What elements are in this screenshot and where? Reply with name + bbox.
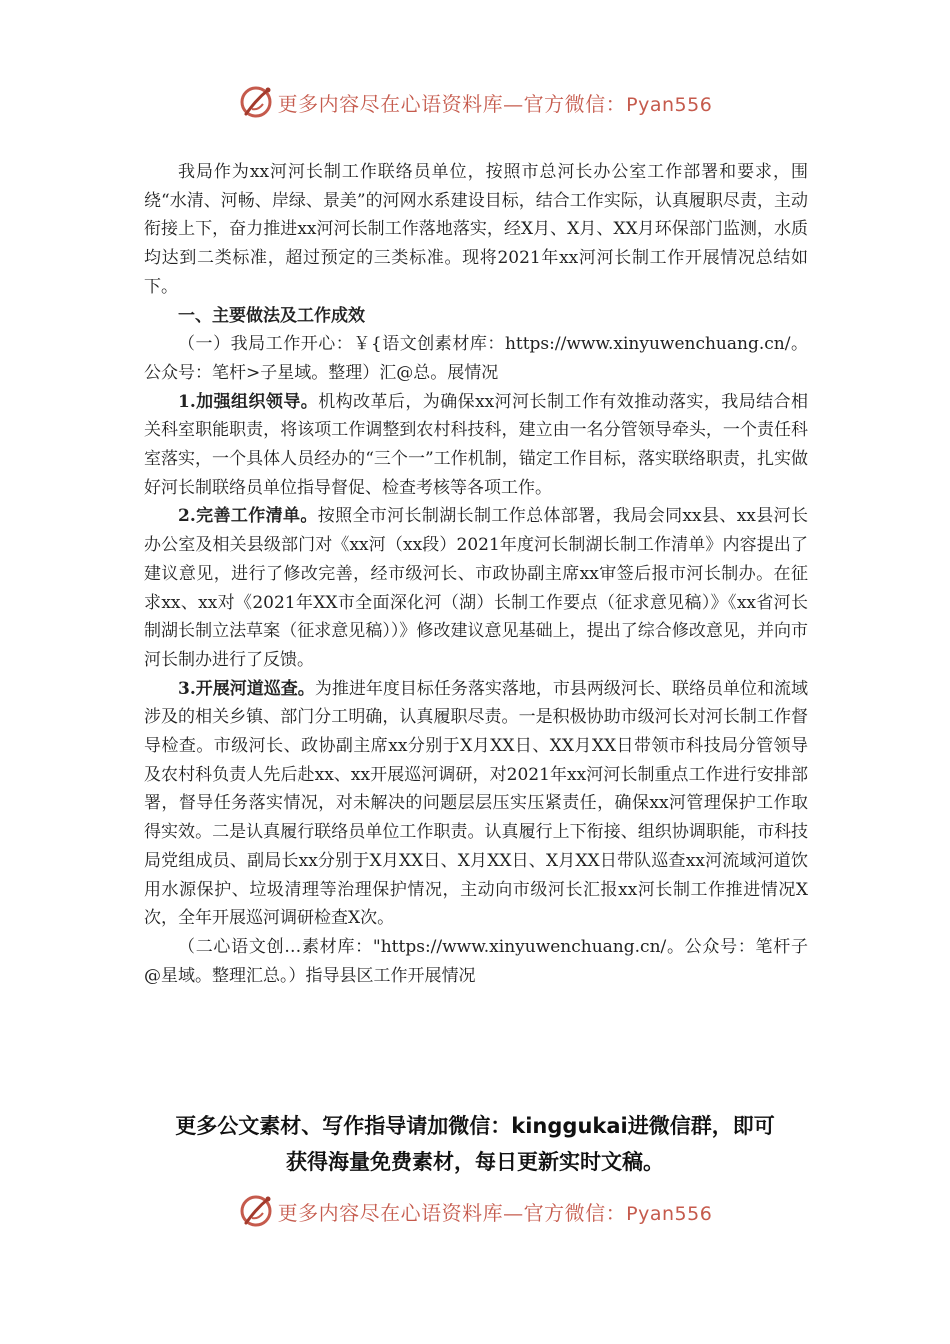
promo-notice [100, 1108, 850, 1180]
header-banner-text: 更多内容尽在心语资料库—官方微信：Pyan556 [277, 91, 713, 116]
footer-banner[interactable] [0, 1191, 950, 1231]
document-body [144, 158, 808, 990]
item3-title: 3.开展河道巡查。 [178, 678, 315, 699]
sub1-heading: （一）我局工作开心：￥{语文创素材库：https://www.xinyuwenchuang.cn/。公众号：笔杆>子星域。整理）汇@总。展情况 [144, 334, 808, 383]
sub2-heading: （二心语文创…素材库："https://www.xinyuwenchuang.cn/。公众号：笔杆子@星域。整理汇总。）指导县区工作开展情况 [144, 936, 808, 986]
item1-text: 机构改革后，为确保xx河河长制工作有效推动落实，我局结合相关科室职能职责，将该项工作调整到农村科技科，建立由一名分管领导牵头，一个责任科室落实，一个具体人员经办的“三个一”工作机制，锚定工作目标，落实联络职责，扎实做好河长制联络员单位指导督促、检查考核等各项工作。 [144, 391, 808, 498]
promo-line-1: 更多公文素材、写作指导请加微信：kinggukai进微信群，即可 [175, 1114, 775, 1138]
footer-wechat-id: Pyan556 [626, 1202, 713, 1225]
footer-banner-text: 更多内容尽在心语资料库—官方微信：Pyan556 [277, 1200, 713, 1225]
header-wechat-id: Pyan556 [626, 93, 713, 116]
intro-paragraph: 我局作为xx河河长制工作联络员单位，按照市总河长办公室工作部署和要求，围绕“水清、河畅、岸绿、景美”的河网水系建设目标，结合工作实际，认真履职尽责，主动衔接上下，奋力推进xx河河长制工作落地落实，经X月、X月、XX月环保部门监测，水质均达到二类标准，超过预定的三类标准。现将2021年xx河河长制工作开展情况总结如下。 [144, 162, 808, 297]
item3-text: 为推进年度目标任务落实落地，市县两级河长、联络员单位和流域涉及的相关乡镇、部门分工明确，认真履职尽责。一是积极协助市级河长对河长制工作督导检查。市级河长、政协副主席xx分别于X月XX日、XX月XX日带领市科技局分管领导及农村科负责人先后赴xx、xx开展巡河调研，对2021年xx河河长制重点工作进行安排部署，督导任务落实情况，对未解决的问题层层压实压紧责任，确保xx河管理保护工作取得实效。二是认真履行联络员单位工作职责。认真履行上下衔接、组织协调职能，市科技局党组成员、副局长xx分别于X月XX日、X月XX日、X月XX日带队巡查xx河流域河道饮用水源保护、垃圾清理等治理保护情况，主动向市级河长汇报xx河长制工作推进情况X次，全年开展巡河调研检查X次。 [144, 678, 809, 929]
item2-paragraph [144, 502, 808, 674]
item2-text: 按照全市河长制湖长制工作总体部署，我局会同xx县、xx县河长办公室及相关县级部门对《xx河（xx段）2021年度河长制湖长制工作清单》内容提出了建议意见，进行了修改完善，经市级河长、市政协副主席xx审签后报市河长制办。在征求xx、xx对《2021年XX市全面深化河（湖）长制工作要点（征求意见稿）》《xx省河长制湖长制立法草案（征求意见稿））》修改建议意见基础上，提出了综合修改意见，并向市河长制办进行了反馈。 [144, 506, 808, 670]
item3-paragraph [144, 675, 808, 933]
item1-paragraph [144, 388, 808, 503]
brush-logo-icon [238, 1193, 274, 1229]
item1-title: 1.加强组织领导。 [178, 391, 319, 412]
header-banner[interactable] [0, 82, 950, 122]
promo-line-2: 获得海量免费素材，每日更新实时文稿。 [286, 1150, 664, 1174]
brush-logo-icon [238, 84, 274, 120]
item2-title: 2.完善工作清单。 [178, 506, 318, 527]
section1-heading: 一、主要做法及工作成效 [178, 305, 365, 326]
